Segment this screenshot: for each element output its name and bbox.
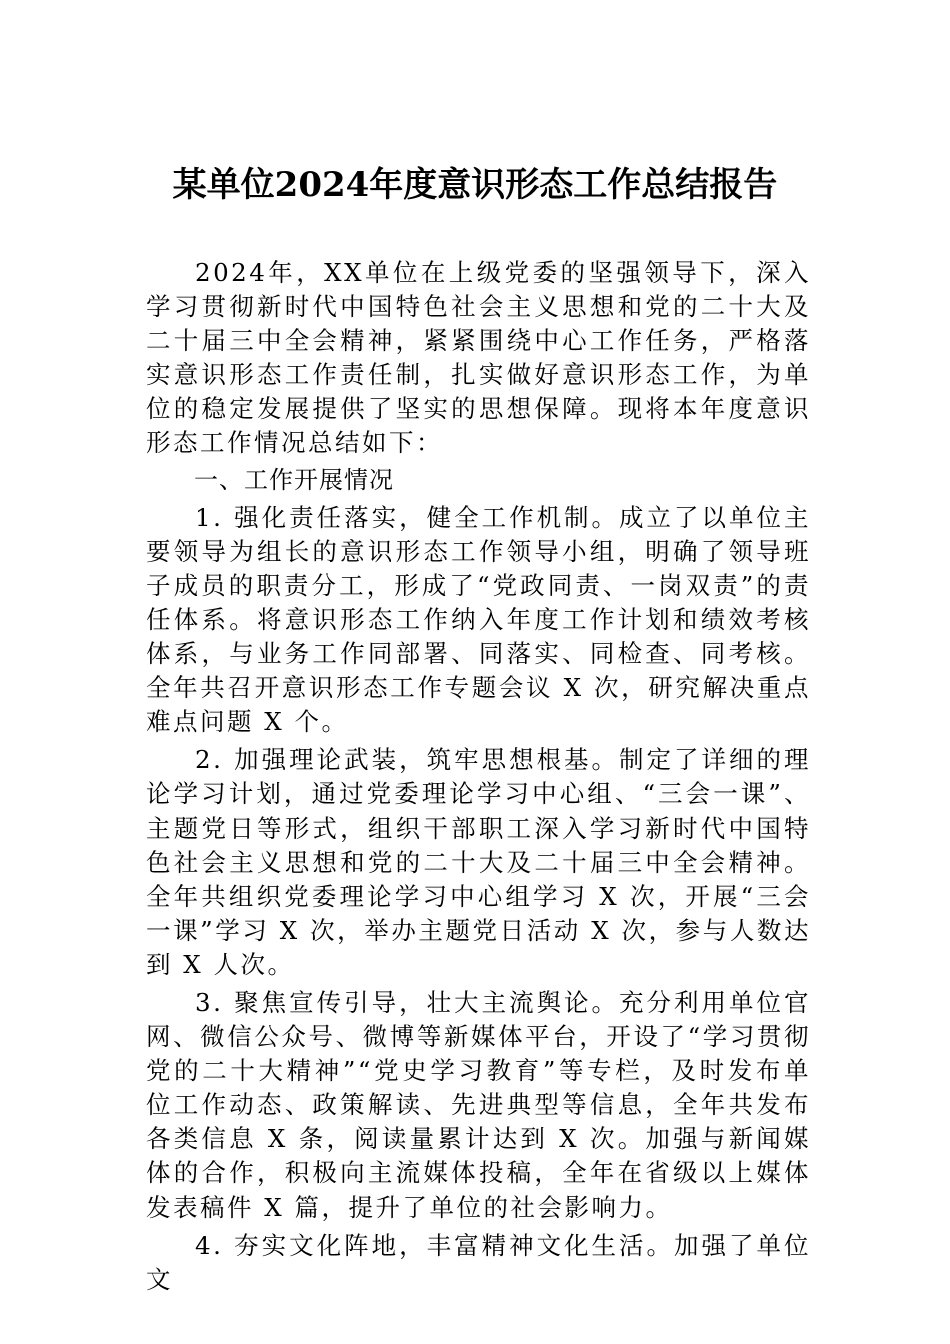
item-paragraph-4 [146, 1229, 811, 1297]
item-paragraph-2 [146, 743, 811, 982]
item-text: 充分利用单位官网、微信公众号、微博等新媒体平台，开设了“学习贯彻党的二十大精神”“党史学习教育”等专栏，及时发布单位工作动态、政策解读、先进典型等信息，全年共发布各类信息 X 条，阅读量累计达到 X 次。加强与新闻媒体的合作，积极向主流媒体投稿，全年在省级以上媒体发表稿件 X 篇，提升了单位的社会影响力。 [146, 987, 811, 1222]
intro-paragraph: 2024年，XX单位在上级党委的坚强领导下，深入学习贯彻新时代中国特色社会主义思想和党的二十大及二十届三中全会精神，紧紧围绕中心工作任务，严格落实意识形态工作责任制，扎实做好意识形态工作，为单位的稳定发展提供了坚实的思想保障。现将本年度意识形态工作情况总结如下： [146, 258, 811, 458]
item-paragraph-1 [146, 501, 811, 740]
section-heading: 一、工作开展情况 [194, 465, 394, 494]
item-text: 制定了详细的理论学习计划，通过党委理论学习中心组、“三会一课”、主题党日等形式，组织干部职工深入学习新时代中国特色社会主义思想和党的二十大及二十届三中全会精神。全年共组织党委理论学习中心组学习 X 次，开展“三会一课”学习 X 次，举办主题党日活动 X 次，参与人数达到 X 人次。 [146, 745, 811, 979]
item-text: 加强了单位文 [146, 1230, 811, 1294]
item-lead: 3. 聚焦宣传引导，壮大主流舆论。 [195, 987, 620, 1017]
document-body [146, 256, 811, 1297]
document-title: 某单位2024年度意识形态工作总结报告 [172, 165, 778, 205]
item-lead: 2. 加强理论武装，筑牢思想根基。 [195, 745, 620, 775]
item-paragraph-3 [146, 986, 811, 1225]
item-text: 成立了以单位主要领导为组长的意识形态工作领导小组，明确了领导班子成员的职责分工，形成了“党政同责、一岗双责”的责任体系。将意识形态工作纳入年度工作计划和绩效考核体系，与业务工作同部署、同落实、同检查、同考核。全年共召开意识形态工作专题会议 X 次，研究解决重点难点问题 X 个。 [146, 502, 811, 737]
item-lead: 1. 强化责任落实，健全工作机制。 [195, 502, 620, 532]
item-lead: 4. 夯实文化阵地，丰富精神文化生活。 [195, 1230, 675, 1260]
